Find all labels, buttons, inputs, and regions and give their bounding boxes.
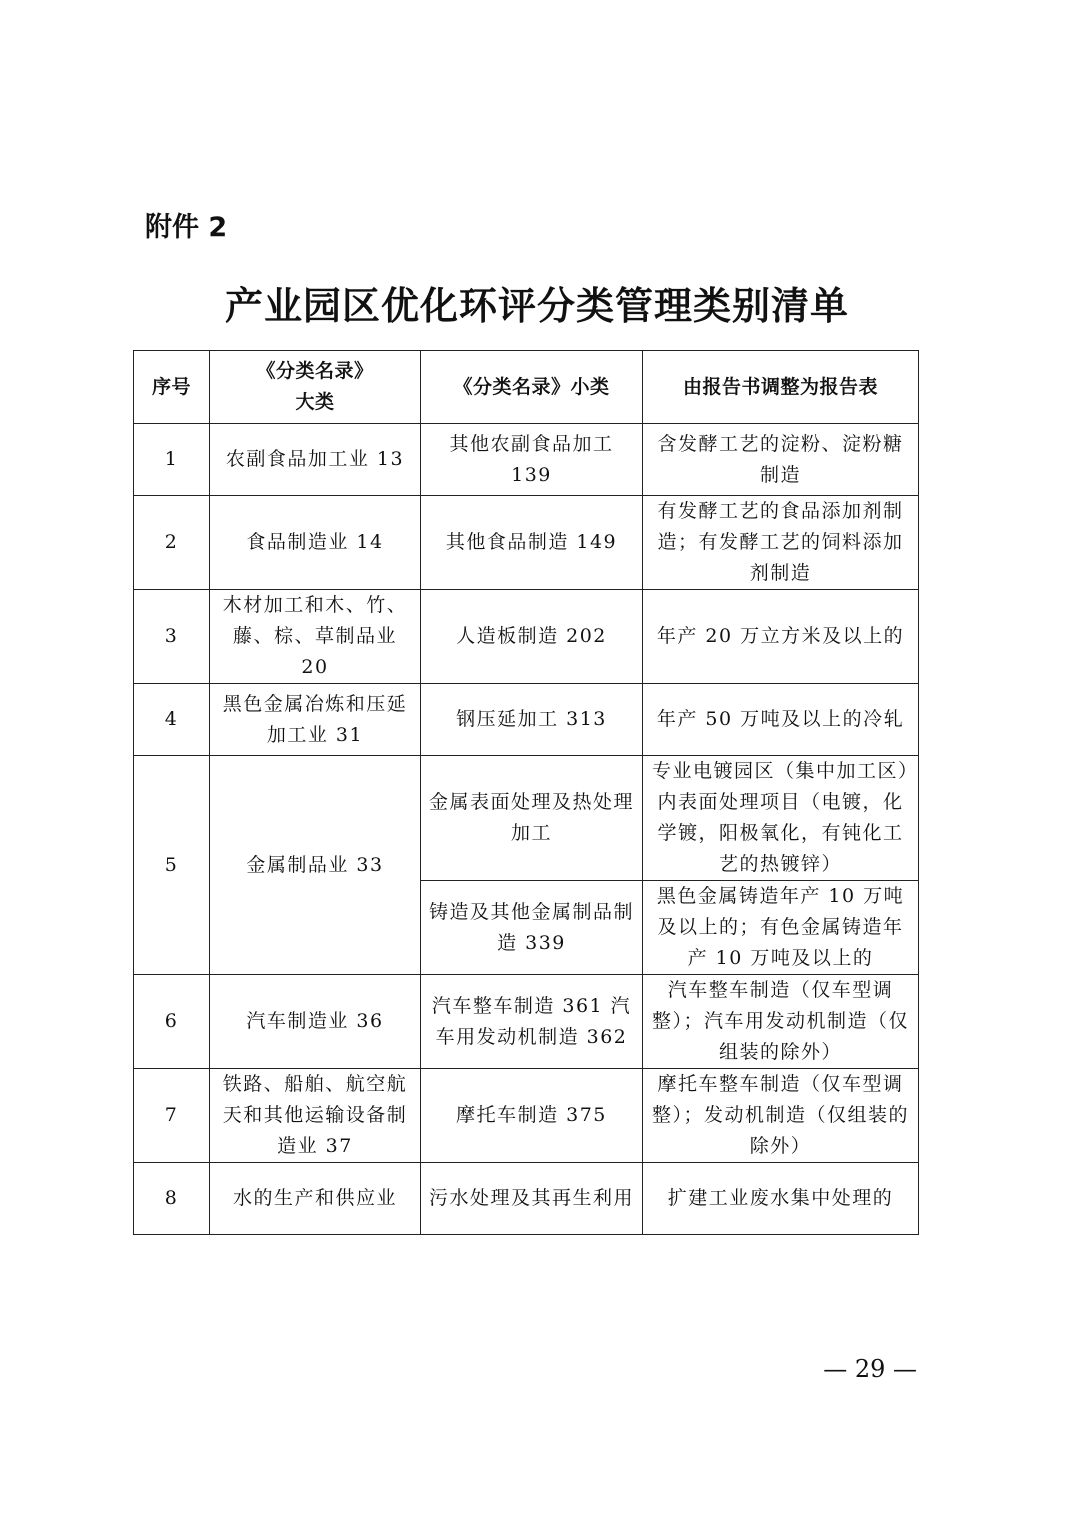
table-row xyxy=(134,496,919,590)
header-adjust: 由报告书调整为报告表 xyxy=(643,351,919,424)
cell-major: 汽车制造业 36 xyxy=(210,975,421,1069)
table-header-row xyxy=(134,351,919,424)
header-major-line1: 《分类名录》 xyxy=(256,360,374,382)
cell-adjust: 含发酵工艺的淀粉、淀粉糖制造 xyxy=(643,424,919,496)
header-major-line2: 大类 xyxy=(295,391,335,413)
cell-adjust: 有发酵工艺的食品添加剂制造；有发酵工艺的饲料添加剂制造 xyxy=(643,496,919,590)
table-row xyxy=(134,424,919,496)
cell-major: 农副食品加工业 13 xyxy=(210,424,421,496)
cell-minor: 金属表面处理及热处理加工 xyxy=(421,756,643,881)
cell-adjust: 摩托车整车制造（仅车型调整）；发动机制造（仅组装的除外） xyxy=(643,1069,919,1163)
cell-major: 金属制品业 33 xyxy=(210,756,421,975)
cell-major: 铁路、船舶、航空航天和其他运输设备制造业 37 xyxy=(210,1069,421,1163)
table-row xyxy=(134,975,919,1069)
header-seq: 序号 xyxy=(134,351,210,424)
attachment-label: 附件 2 xyxy=(145,212,228,243)
cell-minor: 其他食品制造 149 xyxy=(421,496,643,590)
cell-adjust: 年产 20 万立方米及以上的 xyxy=(643,590,919,684)
cell-adjust: 年产 50 万吨及以上的冷轧 xyxy=(643,684,919,756)
cell-major: 黑色金属冶炼和压延加工业 31 xyxy=(210,684,421,756)
table-row xyxy=(134,756,919,881)
page-number: — 29 — xyxy=(823,1355,917,1383)
cell-minor: 其他农副食品加工 139 xyxy=(421,424,643,496)
table-row xyxy=(134,1163,919,1235)
header-minor: 《分类名录》小类 xyxy=(421,351,643,424)
cell-minor: 污水处理及其再生利用 xyxy=(421,1163,643,1235)
cell-seq: 6 xyxy=(134,975,210,1069)
cell-minor: 钢压延加工 313 xyxy=(421,684,643,756)
document-title: 产业园区优化环评分类管理类别清单 xyxy=(224,283,849,328)
cell-major: 木材加工和木、竹、藤、棕、草制品业 20 xyxy=(210,590,421,684)
cell-seq: 4 xyxy=(134,684,210,756)
cell-adjust: 黑色金属铸造年产 10 万吨及以上的；有色金属铸造年产 10 万吨及以上的 xyxy=(643,881,919,975)
table-row xyxy=(134,684,919,756)
header-major xyxy=(210,351,421,424)
cell-adjust: 扩建工业废水集中处理的 xyxy=(643,1163,919,1235)
cell-seq: 3 xyxy=(134,590,210,684)
category-table xyxy=(133,350,919,1235)
cell-minor: 摩托车制造 375 xyxy=(421,1069,643,1163)
cell-major: 食品制造业 14 xyxy=(210,496,421,590)
cell-seq: 5 xyxy=(134,756,210,975)
table-row xyxy=(134,1069,919,1163)
table-row xyxy=(134,590,919,684)
cell-minor: 铸造及其他金属制品制造 339 xyxy=(421,881,643,975)
cell-seq: 2 xyxy=(134,496,210,590)
cell-minor: 汽车整车制造 361 汽车用发动机制造 362 xyxy=(421,975,643,1069)
cell-seq: 8 xyxy=(134,1163,210,1235)
cell-minor: 人造板制造 202 xyxy=(421,590,643,684)
cell-seq: 7 xyxy=(134,1069,210,1163)
cell-adjust: 专业电镀园区（集中加工区）内表面处理项目（电镀，化学镀，阳极氧化，有钝化工艺的热镀锌） xyxy=(643,756,919,881)
cell-seq: 1 xyxy=(134,424,210,496)
cell-major: 水的生产和供应业 xyxy=(210,1163,421,1235)
cell-adjust: 汽车整车制造（仅车型调整）；汽车用发动机制造（仅组装的除外） xyxy=(643,975,919,1069)
